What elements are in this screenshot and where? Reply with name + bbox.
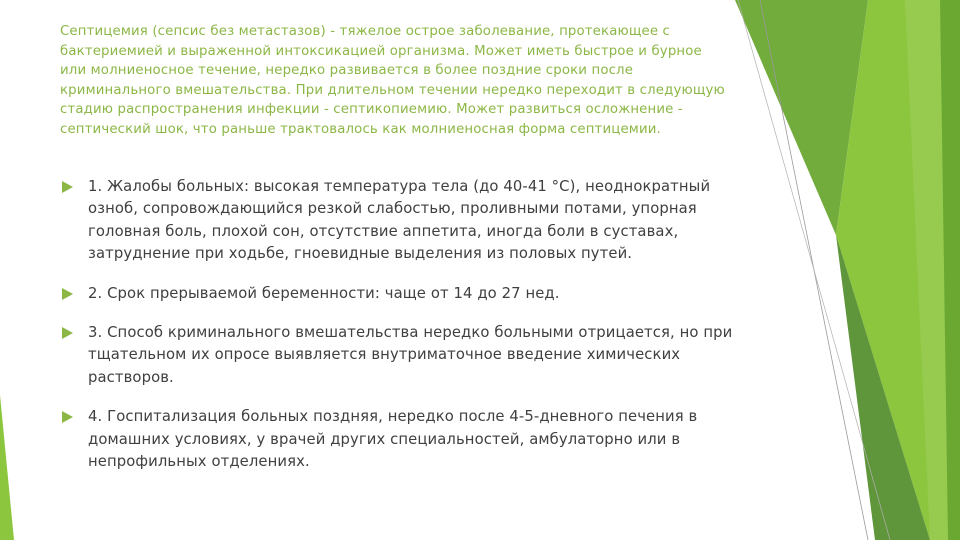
list-item [60, 176, 740, 266]
triangle-right-icon [62, 327, 73, 339]
list-item-text: 3. Способ криминального вмешательства нередко больными отрицается, но при тщательном их опросе выявляется внутриматочное введение химических растворов. [88, 324, 733, 386]
list-item-text: 2. Срок прерываемой беременности: чаще от 14 до 27 нед. [88, 284, 560, 302]
triangle-right-icon [62, 288, 73, 300]
triangle-right-icon [62, 181, 73, 193]
left-green-shape [0, 395, 14, 540]
list-item-text: 1. Жалобы больных: высокая температура тела (до 40-41 °С), неоднократный озноб, сопровождающийся резкой слабостью, проливными потами, упорная головная боль, плохой сон, отсутствие аппетита, иногда боли в суставах, затруднение при ходьбе, гноевидные выделения из половых путей. [88, 178, 711, 263]
list-item [60, 283, 740, 305]
triangle-right-icon [62, 411, 73, 423]
intro-paragraph: Септицемия (сепсис без метастазов) - тяжелое острое заболевание, протекающее с бактериемией и выраженной интоксикацией организма. Может иметь быстрое и бурное или молниеносное течение, нередко развивается в более поздние сроки после криминального вмешательства. При длительном течении нередко переходит в следующую стадию распространения инфекции - септикопиемию. Может развиться осложнение - септический шок, что раньше трактовалось как молниеносная форма септицемии. [60, 24, 725, 137]
list-item [60, 406, 740, 473]
list-item-text: 4. Госпитализация больных поздняя, нередко после 4-5-дневного печения в домашних условиях, у врачей других специальностей, амбулаторно или в непрофильных отделениях. [88, 408, 698, 471]
bullet-list [60, 176, 740, 473]
list-item [60, 322, 740, 389]
